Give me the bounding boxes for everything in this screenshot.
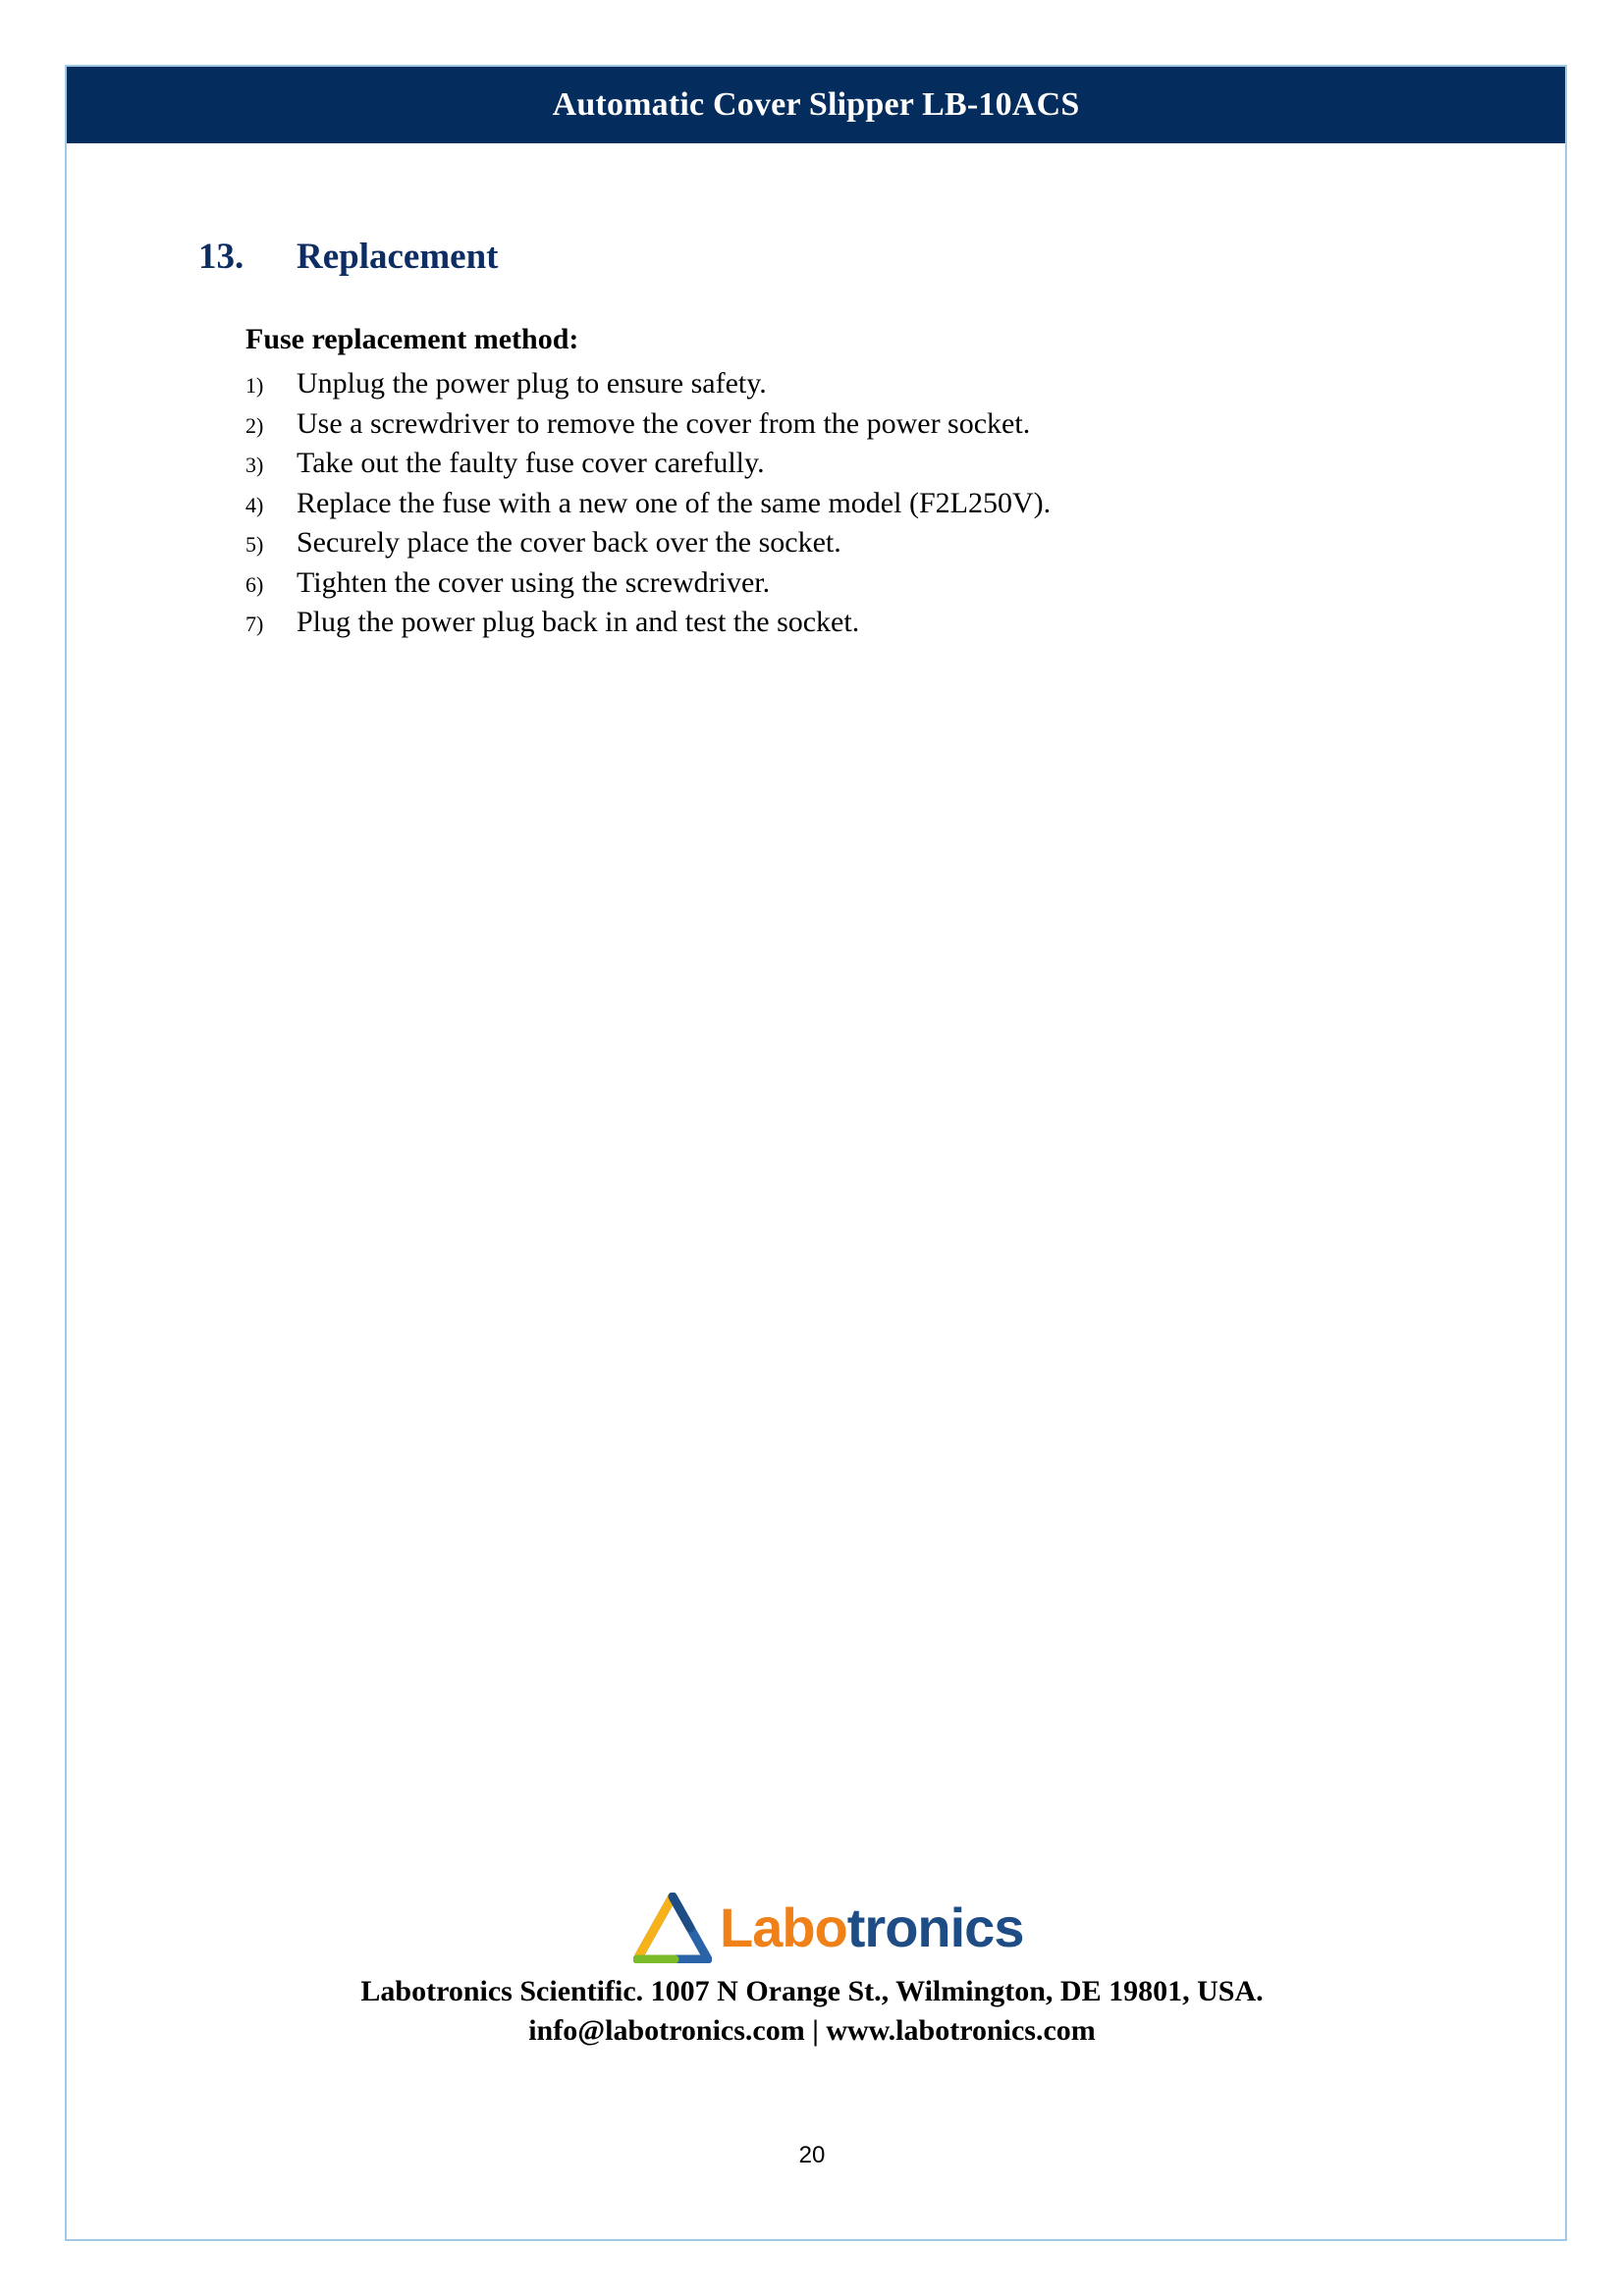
step-number: 6) xyxy=(245,571,264,597)
step-text: Unplug the power plug to ensure safety. xyxy=(297,367,767,400)
step-text: Replace the fuse with a new one of the same model (F2L250V). xyxy=(297,486,1052,519)
header-bar xyxy=(67,67,1565,143)
fuse-replacement-steps xyxy=(245,365,1424,644)
step-item xyxy=(245,604,1424,644)
logo-wordmark-labo: Labo xyxy=(720,1896,847,1958)
step-number: 3) xyxy=(245,453,264,477)
section-heading xyxy=(198,236,499,278)
document-title: Automatic Cover Slipper LB-10ACS xyxy=(552,86,1080,123)
step-number: 1) xyxy=(245,373,264,398)
step-item xyxy=(245,405,1424,446)
labotronics-logo xyxy=(633,1891,1023,1965)
step-text: Tighten the cover using the screwdriver. xyxy=(297,565,771,599)
fuse-replacement-section xyxy=(245,320,1424,644)
section-title: Replacement xyxy=(297,237,499,277)
step-text: Take out the faulty fuse cover carefully. xyxy=(297,447,765,479)
step-number: 2) xyxy=(245,412,264,438)
step-number: 5) xyxy=(245,532,264,557)
step-item xyxy=(245,445,1424,485)
step-number: 4) xyxy=(245,492,264,517)
fuse-replacement-heading: Fuse replacement method: xyxy=(245,323,579,355)
page-number: 20 xyxy=(798,2142,826,2168)
company-contact: info@labotronics.com | www.labotronics.com xyxy=(528,2014,1096,2047)
step-item xyxy=(245,365,1424,405)
step-text: Plug the power plug back in and test the socket. xyxy=(297,606,860,638)
step-item xyxy=(245,564,1424,605)
step-item xyxy=(245,485,1424,525)
step-item xyxy=(245,524,1424,564)
logo-wordmark-tronics: tronics xyxy=(846,1896,1024,1958)
section-number: 13. xyxy=(198,237,244,277)
company-address: Labotronics Scientific. 1007 N Orange St., Wilmington, DE 19801, USA. xyxy=(360,1975,1264,2007)
step-text: Securely place the cover back over the socket. xyxy=(297,526,841,559)
logo-wordmark xyxy=(720,1896,1024,1958)
step-text: Use a screwdriver to remove the cover from the power socket. xyxy=(297,406,1031,440)
triangle-logo-icon xyxy=(633,1893,712,1963)
step-number: 7) xyxy=(245,612,264,636)
